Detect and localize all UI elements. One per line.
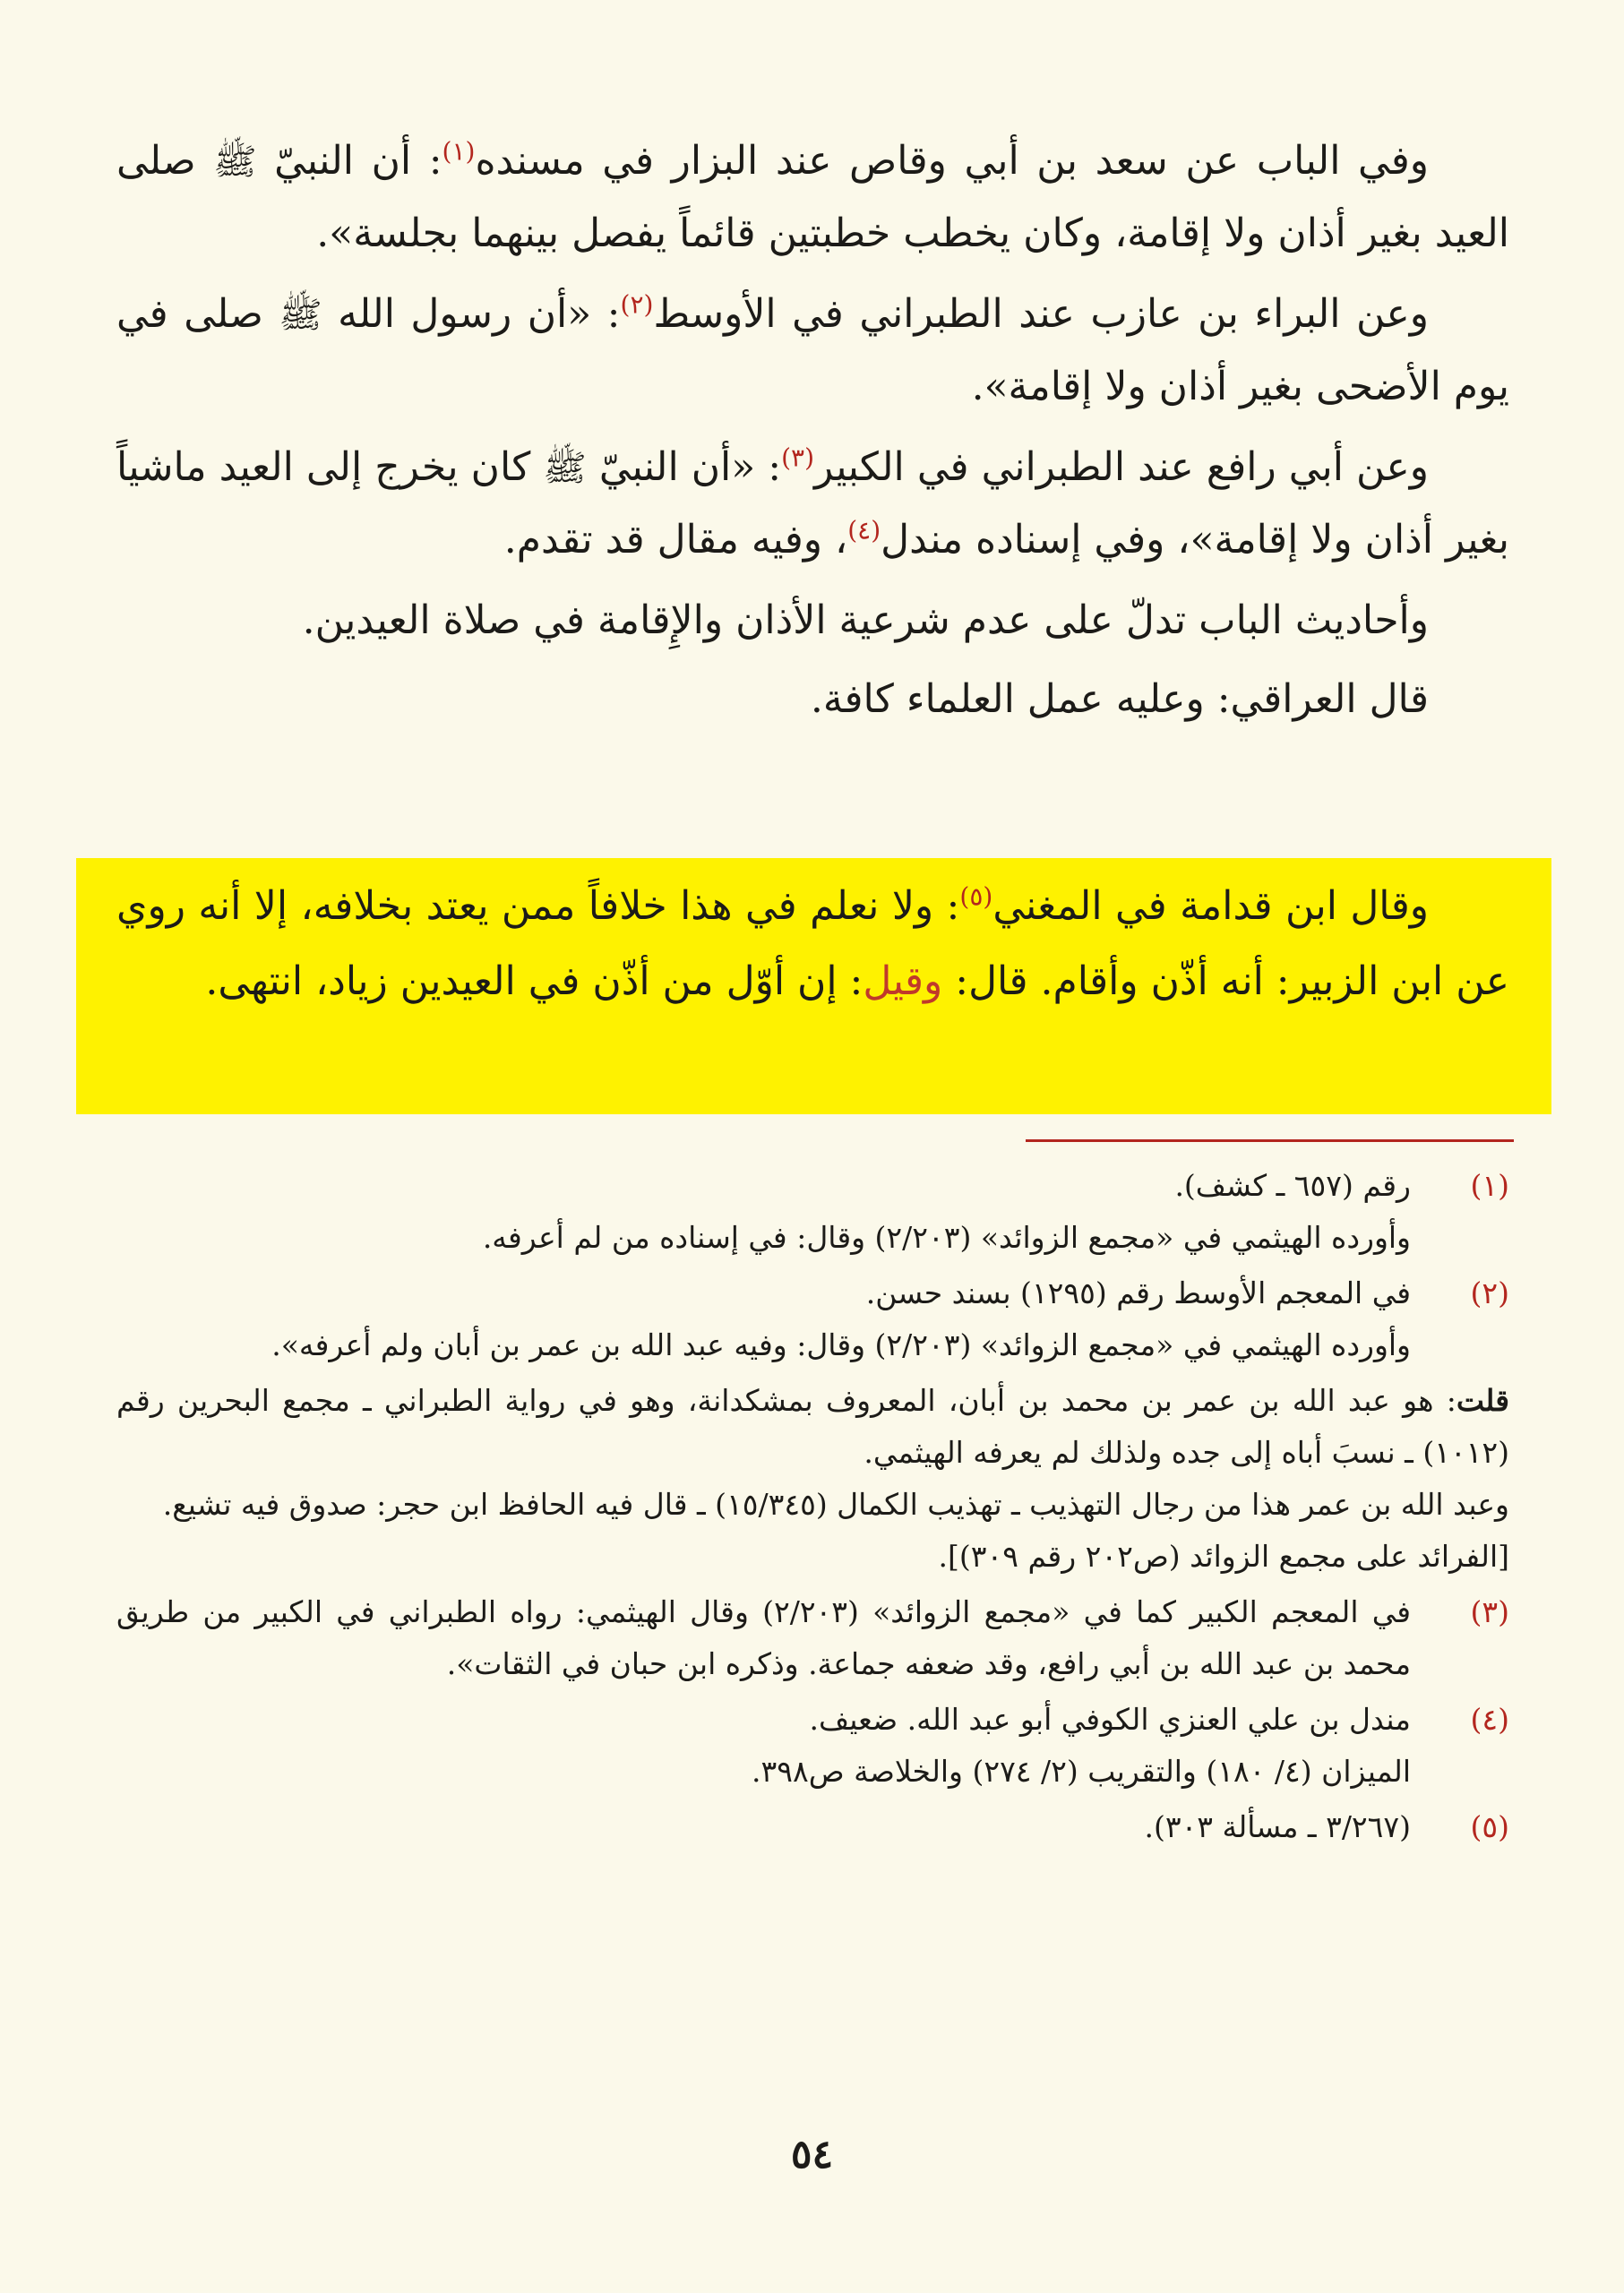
footnotes: [116, 1160, 1509, 1857]
footnote-line: رقم (٦٥٧ ـ كشف).: [1174, 1168, 1411, 1203]
footnote-number: (٢): [1470, 1275, 1509, 1310]
footnote-number: (١): [1470, 1168, 1509, 1203]
footnote-ref-1[interactable]: (١): [442, 136, 476, 167]
footnote-line: مندل بن علي العنزي الكوفي أبو عبد الله. ضعيف.: [809, 1702, 1411, 1737]
footnote-4: [116, 1694, 1509, 1798]
footnote-1: [116, 1160, 1509, 1264]
footnote-line: (٣/٢٦٧ ـ مسألة ٣٠٣).: [1144, 1809, 1411, 1844]
paragraph-text: قال العراقي: وعليه عمل العلماء كافة.: [810, 676, 1429, 722]
footnote-number: (٣): [1470, 1594, 1509, 1629]
salawat-glyph-icon: ﷺ: [213, 142, 257, 183]
paragraph-text: : أن النبيّ: [274, 138, 443, 184]
paragraph-text: ، وفيه مقال قد تقدم.: [503, 517, 848, 563]
red-highlighted-word: وقيل: [863, 958, 943, 1004]
paragraph-text: وفي الباب عن سعد بن أبي وقاص عند البزار في مسنده: [475, 138, 1429, 184]
salawat-glyph-icon: ﷺ: [543, 448, 587, 489]
paragraph-text: : ولا نعلم في هذا خلافاً ممن يعتد بخلافه، إلا أنه روي عن ابن الزبير: أنه أذّن وأقام. قال:: [116, 883, 1509, 1004]
footnote-2-commentary: [116, 1375, 1509, 1583]
salawat-glyph-icon: ﷺ: [279, 295, 322, 336]
paragraph-text: وأحاديث الباب تدلّ على عدم شرعية الأذان والإِقامة في صلاة العيدين.: [302, 597, 1429, 643]
paragraph-iraqi: [116, 664, 1509, 735]
paragraph-text: : «أن النبيّ: [598, 444, 782, 490]
footnote-ref-3[interactable]: (٣): [781, 442, 815, 473]
footnote-ref-5[interactable]: (٥): [959, 881, 993, 912]
footnote-line: [الفرائد على مجمع الزوائد (ص٢٠٢ رقم ٣٠٩)].: [938, 1539, 1509, 1574]
footnote-text: : هو عبد الله بن عمر بن محمد بن أبان، المعروف بمشكدانة، وهو في رواية الطبراني ـ مجمع البحرين رقم (١٠١٢) ـ نسبَ أباه إلى جده ولذلك لم يعرفه الهيثمي.: [116, 1383, 1509, 1470]
paragraph-text: : إن أوّل من أذّن في العيدين زياد، انتهى.: [205, 958, 864, 1004]
footnote-number: (٥): [1470, 1809, 1509, 1844]
paragraph-text: وعن أبي رافع عند الطبراني في الكبير: [814, 444, 1429, 490]
paragraph-text: صلى في يوم الأضحى بغير أذان ولا إقامة».: [116, 291, 1509, 409]
footnote-line: وعبد الله بن عمر هذا من رجال التهذيب ـ تهذيب الكمال (١٥/٣٤٥) ـ قال فيه الحافظ ابن حجر: صدوق فيه تشيع.: [162, 1487, 1509, 1522]
footnote-line: الميزان (٤/ ١٨٠) والتقريب (٢/ ٢٧٤) والخلاصة ص٣٩٨.: [752, 1754, 1411, 1789]
footnote-ref-2[interactable]: (٢): [620, 289, 654, 320]
footnote-divider: [1026, 1139, 1514, 1142]
paragraph-text: صلى العيد بغير أذان ولا إقامة، وكان يخطب خطبتين قائماً يفصل بينهما بجلسة».: [116, 138, 1509, 256]
qult-label: قلت: [1456, 1383, 1509, 1418]
paragraph-baraa: [116, 279, 1509, 423]
paragraph-text: : «أن رسول الله: [338, 291, 621, 337]
paragraph-text: كان يخرج إلى العيد ماشياً بغير أذان ولا إقامة»، وفي إسناده مندل: [116, 444, 1509, 563]
footnote-line: وأورده الهيثمي في «مجمع الزوائد» (٢/٢٠٣) وقال: وفيه عبد الله بن عمر بن أبان ولم أعرفه».: [271, 1327, 1411, 1362]
footnote-5: [116, 1801, 1509, 1853]
footnote-3: [116, 1586, 1509, 1690]
footnote-line: في المعجم الأوسط رقم (١٢٩٥) بسند حسن.: [865, 1275, 1411, 1310]
paragraph-text: وقال ابن قدامة في المغني: [992, 883, 1429, 929]
paragraph-abu-rafi: [116, 432, 1509, 576]
footnote-line: وأورده الهيثمي في «مجمع الزوائد» (٢/٢٠٣) وقال: في إسناده من لم أعرفه.: [482, 1220, 1411, 1255]
footnote-line: [116, 1375, 1509, 1479]
footnote-2: [116, 1267, 1509, 1371]
paragraph-conclusion: [116, 585, 1509, 657]
highlighted-paragraph: [116, 869, 1509, 1019]
page-number: ٥٤: [790, 2132, 834, 2177]
paragraph-text: وعن البراء بن عازب عند الطبراني في الأوسط: [653, 291, 1430, 337]
footnote-line: في المعجم الكبير كما في «مجمع الزوائد» (٢/٢٠٣) وقال الهيثمي: رواه الطبراني في الكبير من طريق محمد بن عبد الله بن أبي رافع، وقد ضعفه جماعة. وذكره ابن حبان في الثقات».: [116, 1594, 1411, 1681]
footnote-number: (٤): [1470, 1702, 1509, 1737]
main-text: [116, 125, 1509, 743]
footnote-ref-4[interactable]: (٤): [847, 515, 881, 545]
paragraph-saad: [116, 125, 1509, 270]
